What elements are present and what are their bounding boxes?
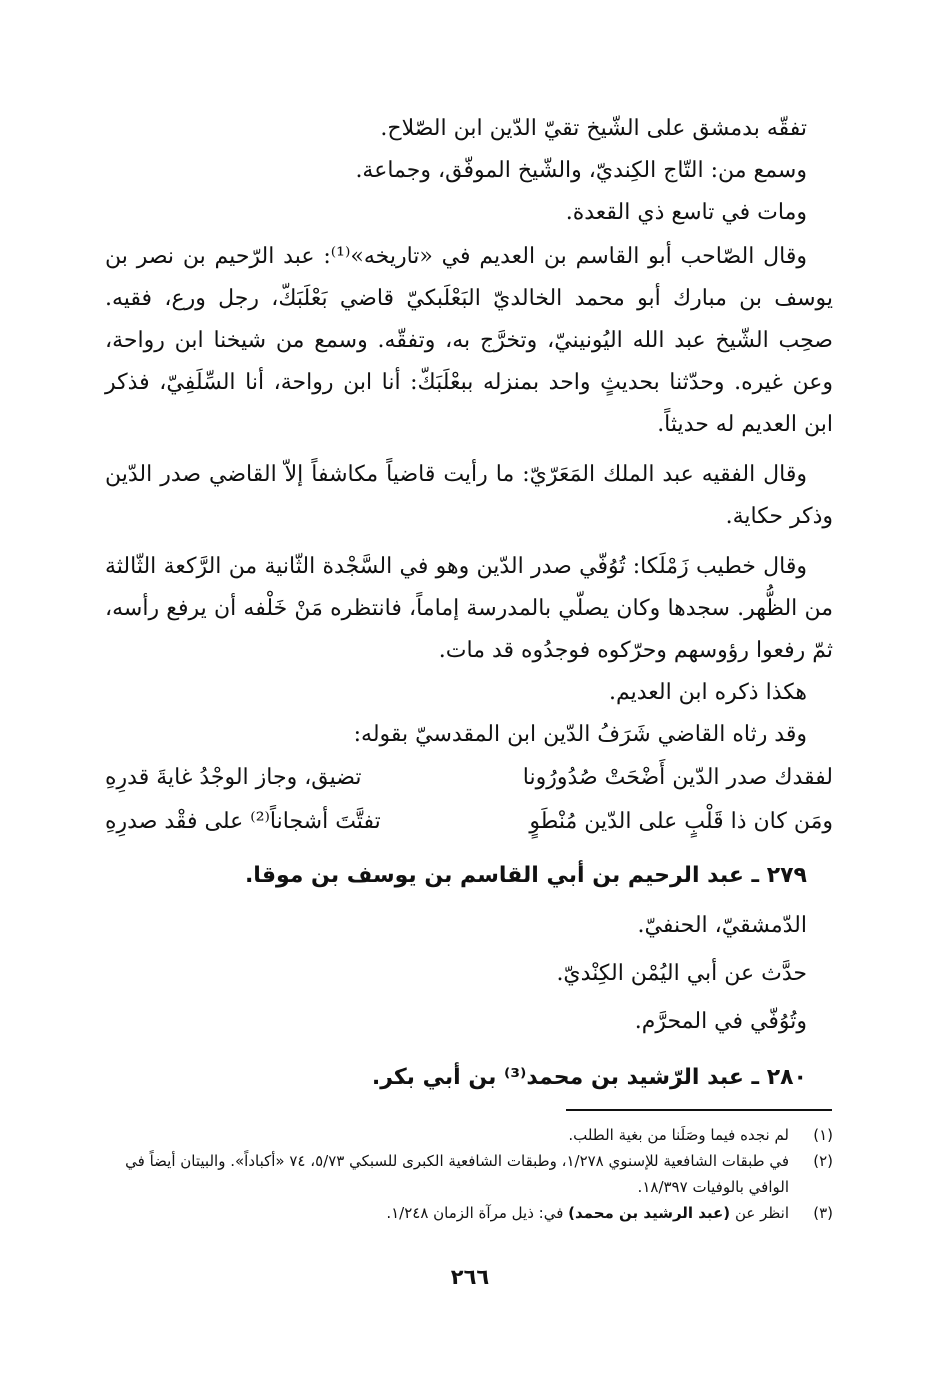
verse-second-hemistich: تضيق، وجاز الوجْدُ غايةَ قدرِهِ [105, 765, 362, 790]
footnote-number: (١) [813, 1126, 833, 1144]
poem-verse [105, 800, 833, 844]
footnote-text-bold: (عبد الرشيد بن محمد) [568, 1204, 731, 1222]
footnote [105, 1148, 833, 1200]
entry-line: وتُوُفّي في المحرَّم. [634, 1009, 807, 1034]
footnote-text: في طبقات الشافعية للإسنوي ١/٢٧٨، وطبقات الشافعية الكبرى للسبكي ٥/٧٣، ٧٤ «أكباداً». والبيتان أيضاً في الوافي بالوفيات ١٨/٣٩٧. [125, 1152, 789, 1196]
verse-first-hemistich: ومَن كان ذا قَلْبٍ على الدّين مُنْطَوٍ [529, 809, 833, 834]
entry-heading: ٢٨٠ ـ عبد الرّشيد بن محمد⁽³⁾ بن أبي بكر. [371, 1065, 807, 1090]
entry-line: حدَّث عن أبي اليُمْن الكِنْديّ. [556, 961, 807, 986]
footnote [105, 1122, 833, 1148]
verse-second-hemistich: تفتَّتَ أشجاناً⁽²⁾ على فقْد صدرِهِ [105, 809, 381, 834]
verse-first-hemistich: لفقدك صدر الدّين أَضْحَتْ صُدُورُونا [522, 765, 833, 790]
footnotes [105, 1122, 833, 1226]
footnote-number: (٣) [813, 1204, 833, 1222]
paragraph: وقال خطيب زَمْلَكا: تُوُفّي صدر الدّين وهو في السَّجْدة الثّانية من الرَّكعة الثّالثة من الظُّهر. سجدها وكان يصلّي بالمدرسة إماماً، فانتظره مَنْ خَلْفه أن يرفع رأسه، ثمّ رفعوا رؤوسهم وحرّكوه فوجدُوه قد مات. [105, 554, 833, 663]
footnote-text-post: في: ذيل مرآة الزمان ١/٢٤٨. [386, 1204, 569, 1222]
footnote-divider [566, 1109, 832, 1111]
footnote-text [105, 1200, 789, 1226]
text-line: هكذا ذكره ابن العديم. [608, 680, 807, 705]
page-number: ٢٦٦ [450, 1265, 490, 1289]
footnote-text-pre: انظر عن [730, 1204, 789, 1222]
text-line: وسمع من: التّاج الكِنديّ، والشّيخ الموفّق، وجماعة. [355, 158, 807, 183]
footnote-text: لم نجده فيما وصَلَنا من بغية الطلب. [568, 1126, 789, 1144]
footnote [105, 1200, 833, 1226]
poem-verse [105, 756, 833, 800]
footnote-number: (٢) [813, 1152, 833, 1170]
entry-line: الدّمشقيّ، الحنفيّ. [637, 913, 807, 938]
text-line: ومات في تاسع ذي القعدة. [565, 200, 807, 225]
main-text [105, 108, 833, 1104]
paragraph: وقال الصّاحب أبو القاسم بن العديم في «تاريخه»⁽¹⁾: عبد الرّحيم بن نصر بن يوسف بن مبارك أبو محمد الخالديّ البَعْلَبكيّ قاضي بَعْلَبَكّ، رجل ورع، فقيه. صحِب الشّيخ عبد الله اليُونينيّ، وتخرَّج به، وتفقّه. وسمع من شيخنا ابن رواحة، وعن غيره. وحدّثنا بحديثٍ واحد بمنزله ببعْلَبَكّ: أنا ابن رواحة، أنا السِّلَفِيّ، فذكر ابن العديم له حديثاً. [105, 244, 833, 437]
text-line: تفقّه بدمشق على الشّيخ تقيّ الدّين ابن الصّلاح. [380, 116, 807, 141]
entry-heading: ٢٧٩ ـ عبد الرحيم بن أبي القاسم بن يوسف بن موقا. [244, 863, 807, 888]
paragraph: وقال الفقيه عبد الملك المَعَرّيّ: ما رأيت قاضياً مكاشفاً إلاّ القاضي صدر الدّين وذكر حكاية. [105, 462, 833, 529]
text-line: وقد رثاه القاضي شَرَفُ الدّين ابن المقدسيّ بقوله: [353, 722, 807, 747]
